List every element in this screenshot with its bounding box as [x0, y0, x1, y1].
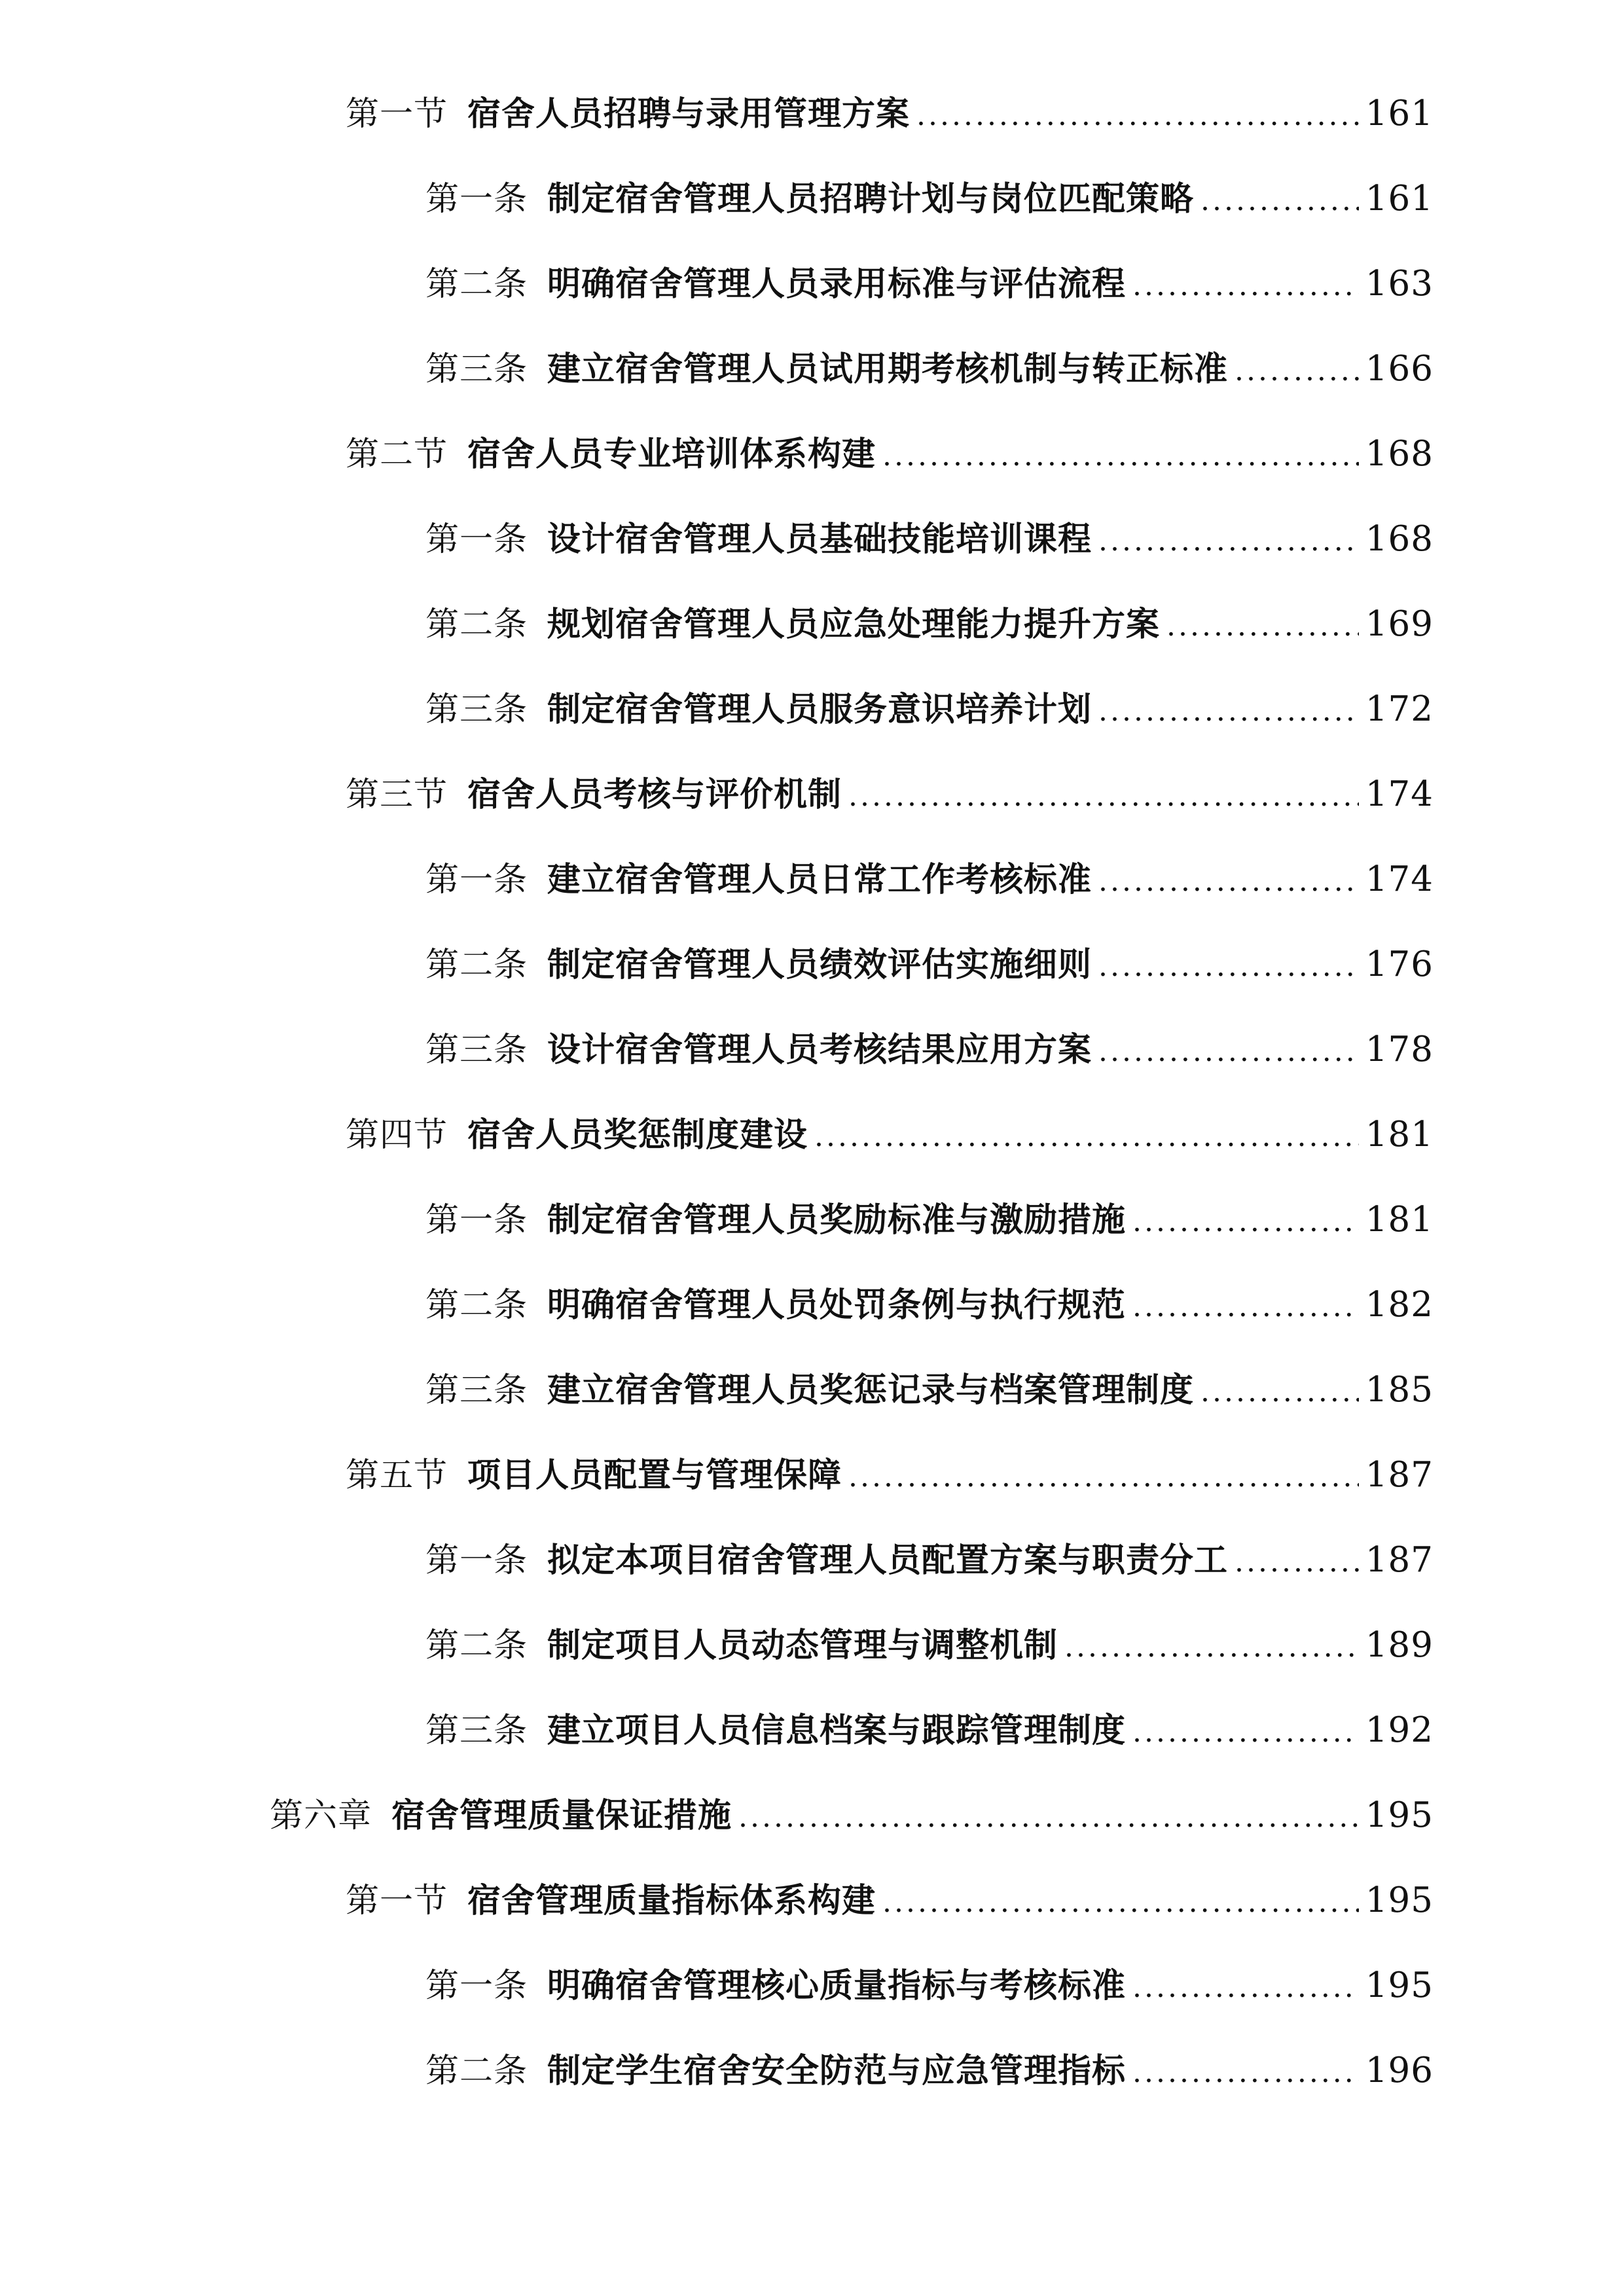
toc-entry-title: 明确宿舍管理核心质量指标与考核标准 — [547, 1965, 1127, 2005]
dot-leader — [1200, 1378, 1359, 1407]
dot-leader — [1098, 1037, 1359, 1066]
toc-entry-number: 第二条 — [425, 605, 528, 644]
toc-entry-number: 第三条 — [425, 1030, 528, 1069]
toc-entry-article[interactable] — [0, 1262, 1624, 1347]
toc-entry-number: 第五节 — [346, 1456, 448, 1495]
toc-entry-line — [346, 1880, 1434, 1920]
toc-entry-title: 宿舍管理质量指标体系构建 — [467, 1880, 876, 1920]
toc-entry-line — [425, 348, 1434, 389]
dot-leader — [1132, 2058, 1359, 2087]
toc-entry-page-number: 187 — [1365, 1454, 1434, 1495]
dot-leader — [882, 1888, 1359, 1917]
toc-entry-number: 第一条 — [425, 1200, 528, 1240]
dot-leader — [1132, 1293, 1359, 1321]
toc-entry-article[interactable] — [0, 1347, 1624, 1432]
toc-entry-article[interactable] — [0, 836, 1624, 922]
toc-entry-line — [346, 93, 1434, 134]
toc-entry-title: 规划宿舍管理人员应急处理能力提升方案 — [547, 604, 1161, 644]
toc-entry-title: 宿舍人员招聘与录用管理方案 — [467, 94, 911, 134]
toc-entry-title: 宿舍管理质量保证措施 — [391, 1795, 732, 1835]
toc-entry-line — [270, 1795, 1434, 1835]
toc-entry-page-number: 176 — [1365, 944, 1434, 984]
toc-entry-line — [425, 1624, 1434, 1665]
dot-leader — [1132, 1208, 1359, 1236]
toc-entry-article[interactable] — [0, 241, 1624, 326]
toc-entry-number: 第三条 — [425, 1371, 528, 1410]
toc-entry-title: 设计宿舍管理人员考核结果应用方案 — [547, 1030, 1092, 1069]
toc-entry-title: 宿舍人员专业培训体系构建 — [467, 434, 876, 474]
dot-leader — [1098, 867, 1359, 896]
toc-entry-title: 拟定本项目宿舍管理人员配置方案与职责分工 — [547, 1540, 1229, 1580]
dot-leader — [848, 1463, 1359, 1492]
toc-entry-page-number: 161 — [1365, 178, 1434, 219]
toc-entry-section[interactable] — [0, 1857, 1624, 1943]
toc-entry-line — [346, 774, 1434, 814]
toc-entry-article[interactable] — [0, 496, 1624, 581]
toc-entry-page-number: 174 — [1365, 859, 1434, 899]
dot-leader — [1235, 357, 1359, 386]
toc-entry-line — [425, 1965, 1434, 2005]
toc-entry-line — [346, 1114, 1434, 1155]
toc-entry-number: 第三节 — [346, 775, 448, 814]
toc-entry-section[interactable] — [0, 751, 1624, 836]
toc-entry-number: 第一条 — [425, 1541, 528, 1580]
dot-leader — [1200, 187, 1359, 215]
dot-leader — [1166, 612, 1359, 641]
dot-leader — [1098, 952, 1359, 981]
toc-entry-number: 第二条 — [425, 1285, 528, 1325]
toc-entry-section[interactable] — [0, 1092, 1624, 1177]
dot-leader — [1132, 1718, 1359, 1747]
dot-leader — [916, 101, 1359, 130]
toc-entry-article[interactable] — [0, 1943, 1624, 2028]
toc-entry-title: 制定宿舍管理人员服务意识培养计划 — [547, 689, 1092, 729]
toc-entry-line — [425, 518, 1434, 559]
toc-entry-article[interactable] — [0, 1177, 1624, 1262]
toc-entry-number: 第一条 — [425, 1966, 528, 2005]
toc-entry-article[interactable] — [0, 1602, 1624, 1687]
dot-leader — [882, 442, 1359, 471]
toc-entry-page-number: 168 — [1365, 433, 1434, 474]
table-of-contents — [0, 71, 1624, 2113]
toc-entry-title: 明确宿舍管理人员处罚条例与执行规范 — [547, 1285, 1127, 1325]
toc-entry-page-number: 187 — [1365, 1539, 1434, 1580]
toc-entry-title: 明确宿舍管理人员录用标准与评估流程 — [547, 264, 1127, 304]
toc-entry-line — [425, 859, 1434, 899]
toc-entry-article[interactable] — [0, 1007, 1624, 1092]
toc-entry-article[interactable] — [0, 922, 1624, 1007]
toc-entry-line — [425, 178, 1434, 219]
toc-entry-title: 建立项目人员信息档案与跟踪管理制度 — [547, 1710, 1127, 1750]
toc-entry-number: 第一条 — [425, 860, 528, 899]
toc-entry-page-number: 172 — [1365, 689, 1434, 729]
toc-entry-page-number: 195 — [1365, 1795, 1434, 1835]
toc-entry-page-number: 178 — [1365, 1029, 1434, 1069]
dot-leader — [1098, 527, 1359, 556]
toc-entry-title: 建立宿舍管理人员日常工作考核标准 — [547, 859, 1092, 899]
dot-leader — [738, 1803, 1359, 1832]
toc-entry-line — [425, 1369, 1434, 1410]
toc-entry-number: 第二条 — [425, 264, 528, 304]
toc-entry-article[interactable] — [0, 1687, 1624, 1772]
toc-entry-line — [425, 603, 1434, 644]
toc-entry-title: 宿舍人员考核与评价机制 — [467, 774, 842, 814]
dot-leader — [848, 782, 1359, 811]
toc-entry-line — [425, 1539, 1434, 1580]
toc-entry-line — [425, 944, 1434, 984]
toc-entry-page-number: 181 — [1365, 1199, 1434, 1240]
toc-entry-title: 制定宿舍管理人员绩效评估实施细则 — [547, 944, 1092, 984]
toc-entry-article[interactable] — [0, 1517, 1624, 1602]
toc-entry-number: 第三条 — [425, 350, 528, 389]
toc-entry-article[interactable] — [0, 2028, 1624, 2113]
dot-leader — [814, 1122, 1359, 1151]
toc-entry-line — [425, 263, 1434, 304]
dot-leader — [1235, 1548, 1359, 1577]
toc-entry-page-number: 181 — [1365, 1114, 1434, 1155]
toc-entry-title: 建立宿舍管理人员奖惩记录与档案管理制度 — [547, 1370, 1195, 1410]
toc-entry-number: 第六章 — [270, 1796, 372, 1835]
toc-entry-title: 制定学生宿舍安全防范与应急管理指标 — [547, 2051, 1127, 2090]
toc-entry-chapter[interactable] — [0, 1772, 1624, 1857]
toc-entry-number: 第二条 — [425, 1626, 528, 1665]
toc-entry-title: 设计宿舍管理人员基础技能培训课程 — [547, 519, 1092, 559]
toc-entry-number: 第一节 — [346, 1881, 448, 1920]
toc-entry-title: 建立宿舍管理人员试用期考核机制与转正标准 — [547, 349, 1229, 389]
toc-entry-section[interactable] — [0, 1432, 1624, 1517]
toc-entry-article[interactable] — [0, 581, 1624, 666]
toc-entry-number: 第二条 — [425, 2051, 528, 2090]
toc-entry-page-number: 161 — [1365, 93, 1434, 134]
toc-entry-line — [425, 1029, 1434, 1069]
toc-entry-page-number: 169 — [1365, 603, 1434, 644]
toc-entry-line — [425, 689, 1434, 729]
toc-entry-article[interactable] — [0, 666, 1624, 751]
toc-entry-line — [425, 2050, 1434, 2090]
dot-leader — [1098, 697, 1359, 726]
toc-entry-line — [425, 1284, 1434, 1325]
toc-entry-page-number: 163 — [1365, 263, 1434, 304]
toc-entry-page-number: 196 — [1365, 2050, 1434, 2090]
toc-entry-number: 第二条 — [425, 945, 528, 984]
toc-entry-title: 项目人员配置与管理保障 — [467, 1455, 842, 1495]
toc-entry-title: 制定项目人员动态管理与调整机制 — [547, 1625, 1058, 1665]
toc-entry-page-number: 166 — [1365, 348, 1434, 389]
toc-entry-article[interactable] — [0, 326, 1624, 411]
toc-entry-page-number: 195 — [1365, 1880, 1434, 1920]
toc-entry-page-number: 182 — [1365, 1284, 1434, 1325]
toc-entry-line — [425, 1710, 1434, 1750]
toc-entry-number: 第一条 — [425, 179, 528, 219]
toc-entry-number: 第一节 — [346, 94, 448, 134]
toc-entry-number: 第三条 — [425, 690, 528, 729]
toc-entry-page-number: 195 — [1365, 1965, 1434, 2005]
toc-entry-line — [346, 433, 1434, 474]
toc-entry-page-number: 185 — [1365, 1369, 1434, 1410]
dot-leader — [1064, 1633, 1359, 1662]
toc-entry-page-number: 189 — [1365, 1624, 1434, 1665]
toc-entry-number: 第一条 — [425, 520, 528, 559]
dot-leader — [1132, 272, 1359, 300]
toc-entry-page-number: 168 — [1365, 518, 1434, 559]
toc-entry-line — [425, 1199, 1434, 1240]
dot-leader — [1132, 1973, 1359, 2002]
toc-entry-title: 制定宿舍管理人员招聘计划与岗位匹配策略 — [547, 179, 1195, 219]
toc-entry-title: 制定宿舍管理人员奖励标准与激励措施 — [547, 1200, 1127, 1240]
toc-entry-section[interactable] — [0, 71, 1624, 156]
toc-entry-page-number: 174 — [1365, 774, 1434, 814]
toc-entry-page-number: 192 — [1365, 1710, 1434, 1750]
toc-entry-section[interactable] — [0, 411, 1624, 496]
toc-entry-title: 宿舍人员奖惩制度建设 — [467, 1115, 808, 1155]
toc-entry-line — [346, 1454, 1434, 1495]
toc-entry-article[interactable] — [0, 156, 1624, 241]
toc-entry-number: 第四节 — [346, 1115, 448, 1155]
toc-entry-number: 第二节 — [346, 435, 448, 474]
toc-entry-number: 第三条 — [425, 1711, 528, 1750]
